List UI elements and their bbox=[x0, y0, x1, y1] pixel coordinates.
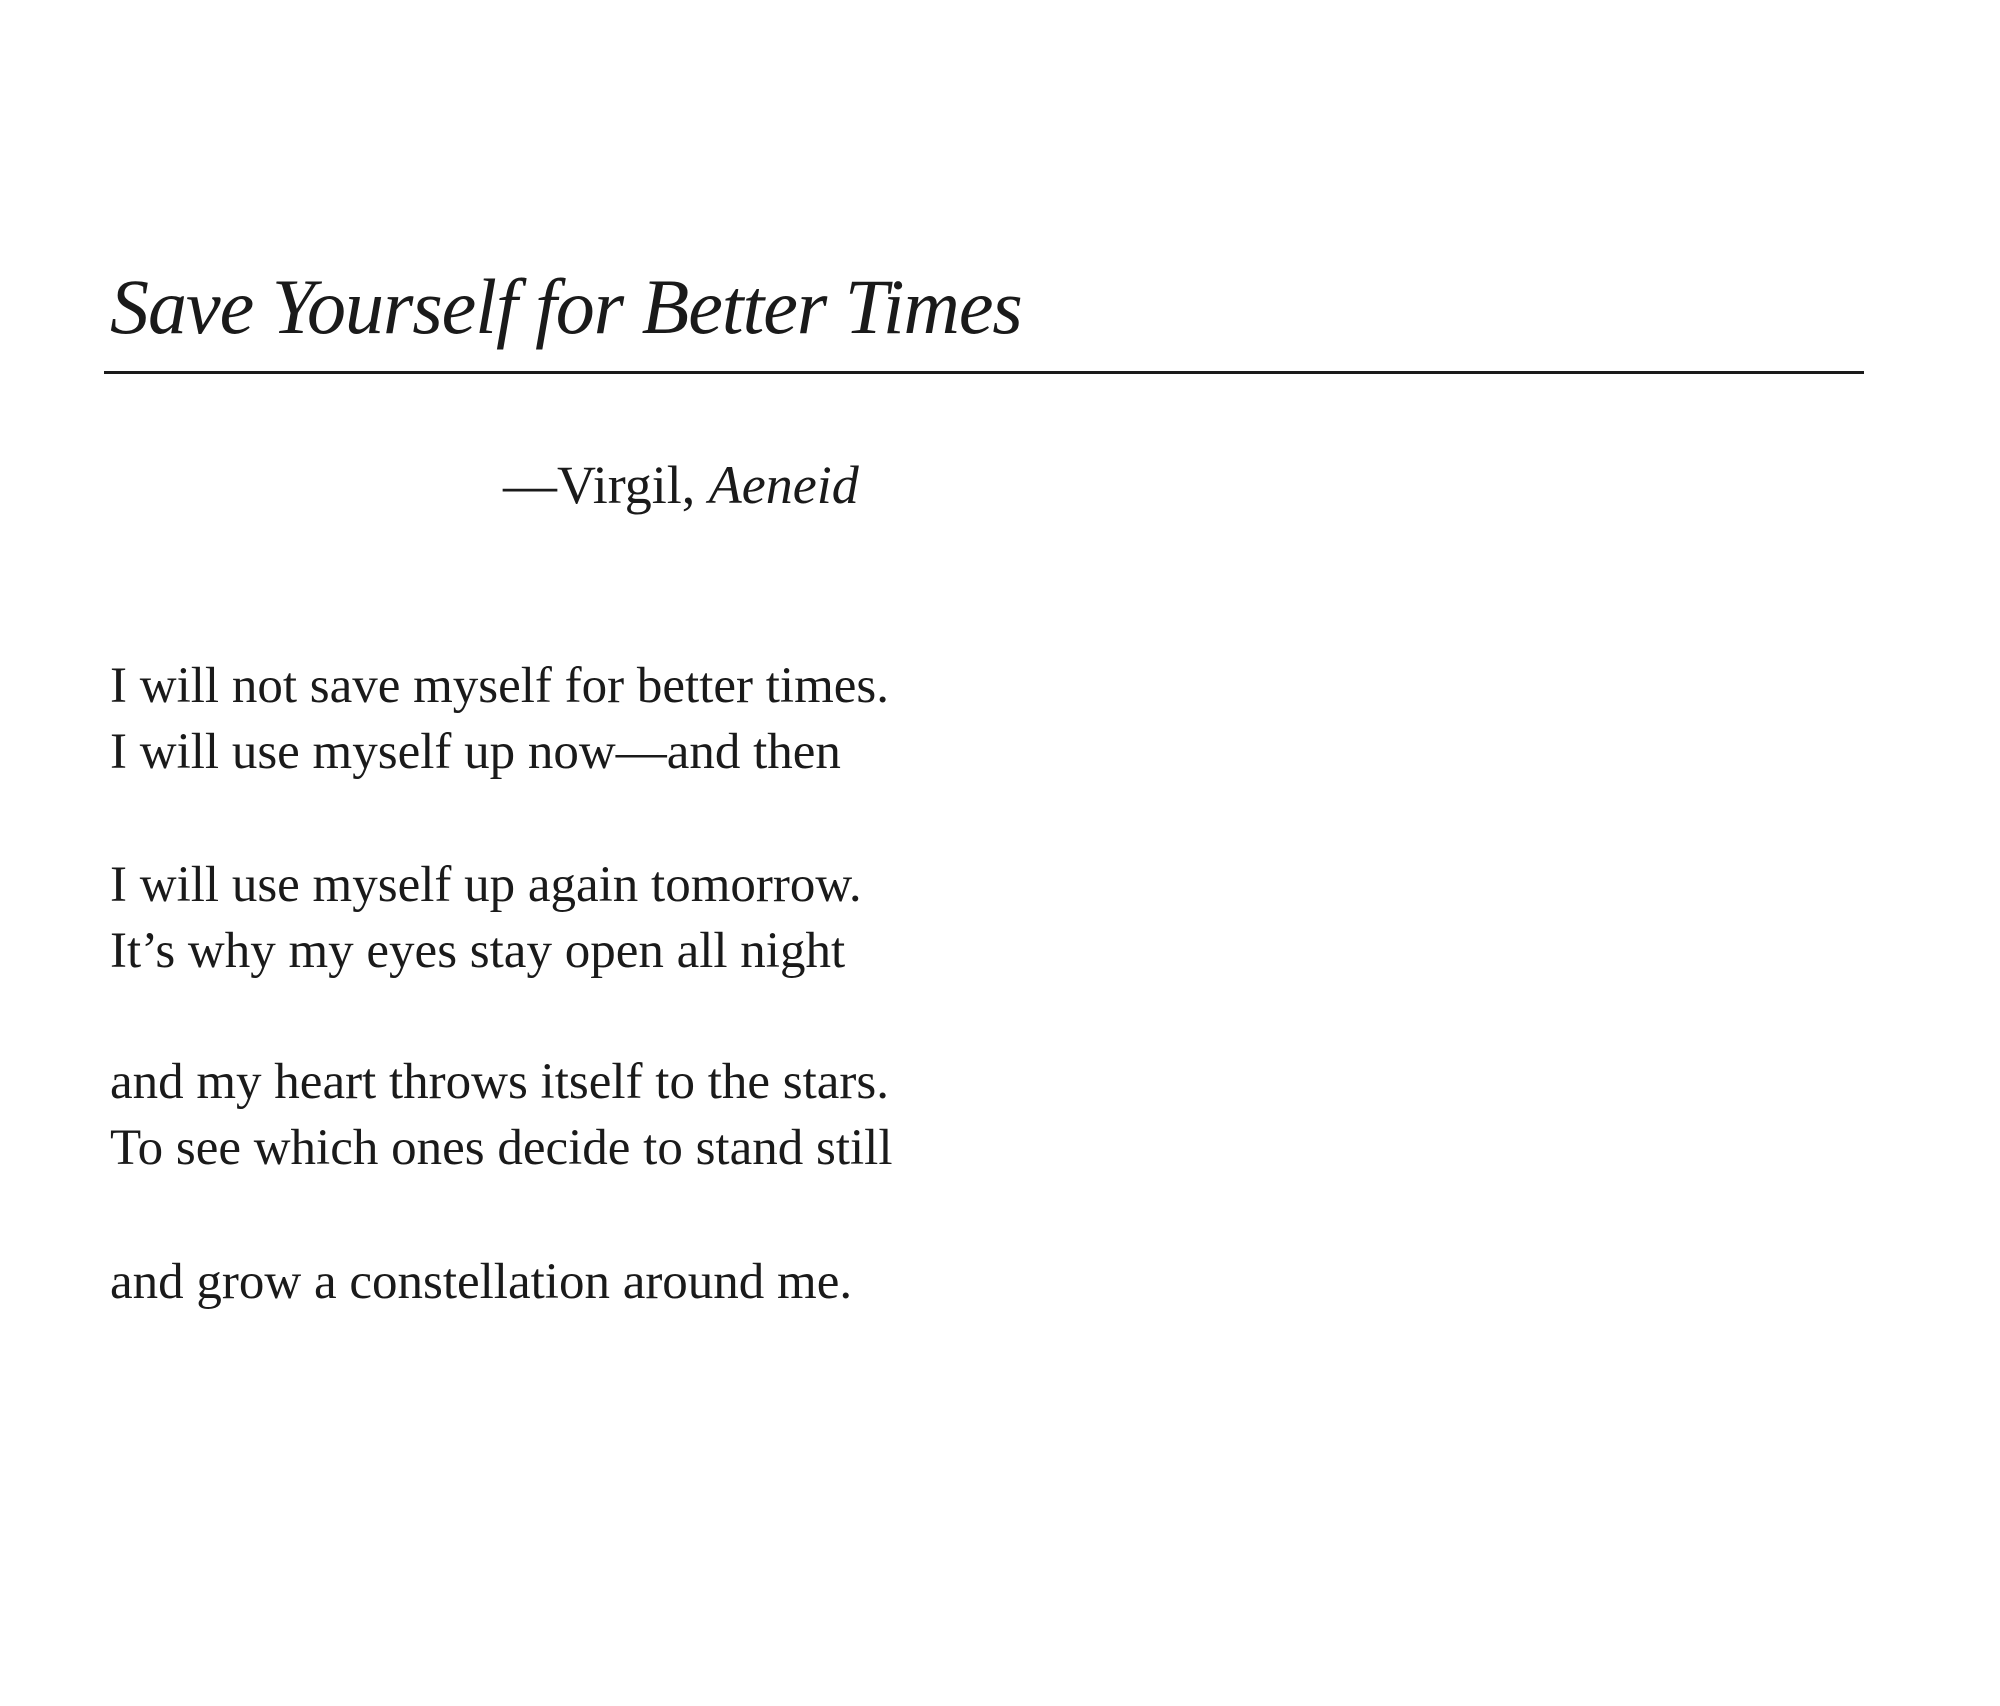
poem-line: It’s why my eyes stay open all night bbox=[110, 923, 846, 979]
poem-line: To see which ones decide to stand still bbox=[110, 1120, 893, 1176]
poem-line: and my heart throws itself to the stars. bbox=[110, 1054, 889, 1110]
poem-line: I will use myself up now—and then bbox=[110, 724, 841, 780]
poem-line: I will use myself up again tomorrow. bbox=[110, 857, 862, 913]
title-underline-divider bbox=[104, 371, 1864, 374]
epigraph-work-title: Aeneid bbox=[708, 455, 859, 515]
poem-line: I will not save myself for better times. bbox=[110, 658, 889, 714]
epigraph bbox=[503, 455, 859, 515]
poem-line: and grow a constellation around me. bbox=[110, 1254, 853, 1310]
poem-title: Save Yourself for Better Times bbox=[110, 263, 1022, 350]
epigraph-attribution: —Virgil, bbox=[503, 455, 709, 515]
